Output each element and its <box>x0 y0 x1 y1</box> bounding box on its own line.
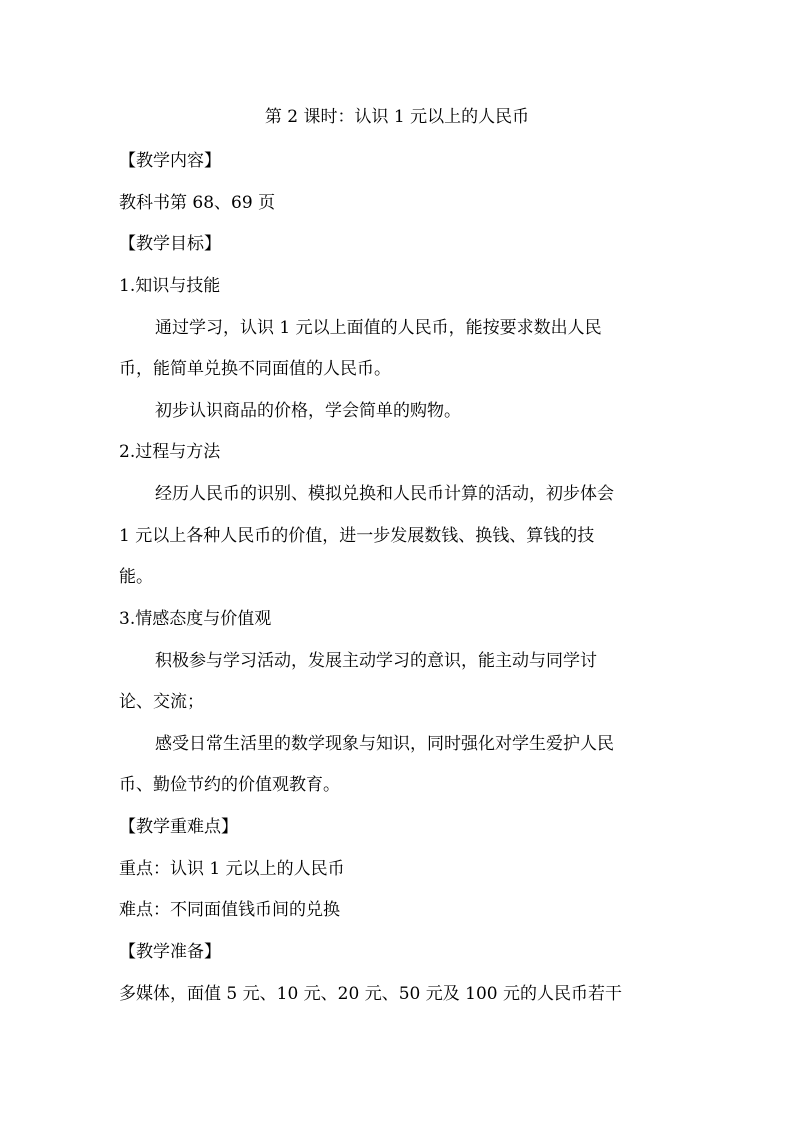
goal3-paragraph2-line1: 感受日常生活里的数学现象与知识，同时强化对学生爱护人民 <box>155 734 614 754</box>
prep-text: 多媒体，面值 5 元、10 元、20 元、50 元及 100 元的人民币若干 <box>119 984 622 1004</box>
goal2-paragraph1-line3: 能。 <box>119 567 153 587</box>
goal1-paragraph1-line1: 通过学习，认识 1 元以上面值的人民币，能按要求数出人民 <box>155 318 602 338</box>
content-text: 教科书第 68、69 页 <box>119 193 276 213</box>
goal2-paragraph1-line1: 经历人民币的识别、模拟兑换和人民币计算的活动，初步体会 <box>155 484 614 504</box>
goal2-paragraph1-line2: 1 元以上各种人民币的价值，进一步发展数钱、换钱、算钱的技 <box>119 526 595 546</box>
difficulty-text: 难点：不同面值钱币间的兑换 <box>119 900 340 920</box>
goal1-heading: 1.知识与技能 <box>119 276 221 296</box>
goal1-paragraph2: 初步认识商品的价格，学会简单的购物。 <box>155 401 461 421</box>
goal2-heading: 2.过程与方法 <box>119 442 221 462</box>
goal3-paragraph1-line2: 论、交流； <box>119 692 204 712</box>
keypoint-text: 重点：认识 1 元以上的人民币 <box>119 859 345 879</box>
keypoints-heading: 【教学重难点】 <box>119 817 238 837</box>
page-title: 第 2 课时：认识 1 元以上的人民币 <box>264 107 530 127</box>
goal3-paragraph2-line2: 币、勤俭节约的价值观教育。 <box>119 775 340 795</box>
goal3-heading: 3.情感态度与价值观 <box>119 609 272 629</box>
goal3-paragraph1-line1: 积极参与学习活动，发展主动学习的意识，能主动与同学讨 <box>155 651 597 671</box>
content-heading: 【教学内容】 <box>119 151 221 171</box>
goals-heading: 【教学目标】 <box>119 234 221 254</box>
goal1-paragraph1-line2: 币，能简单兑换不同面值的人民币。 <box>119 359 391 379</box>
prep-heading: 【教学准备】 <box>119 942 221 962</box>
